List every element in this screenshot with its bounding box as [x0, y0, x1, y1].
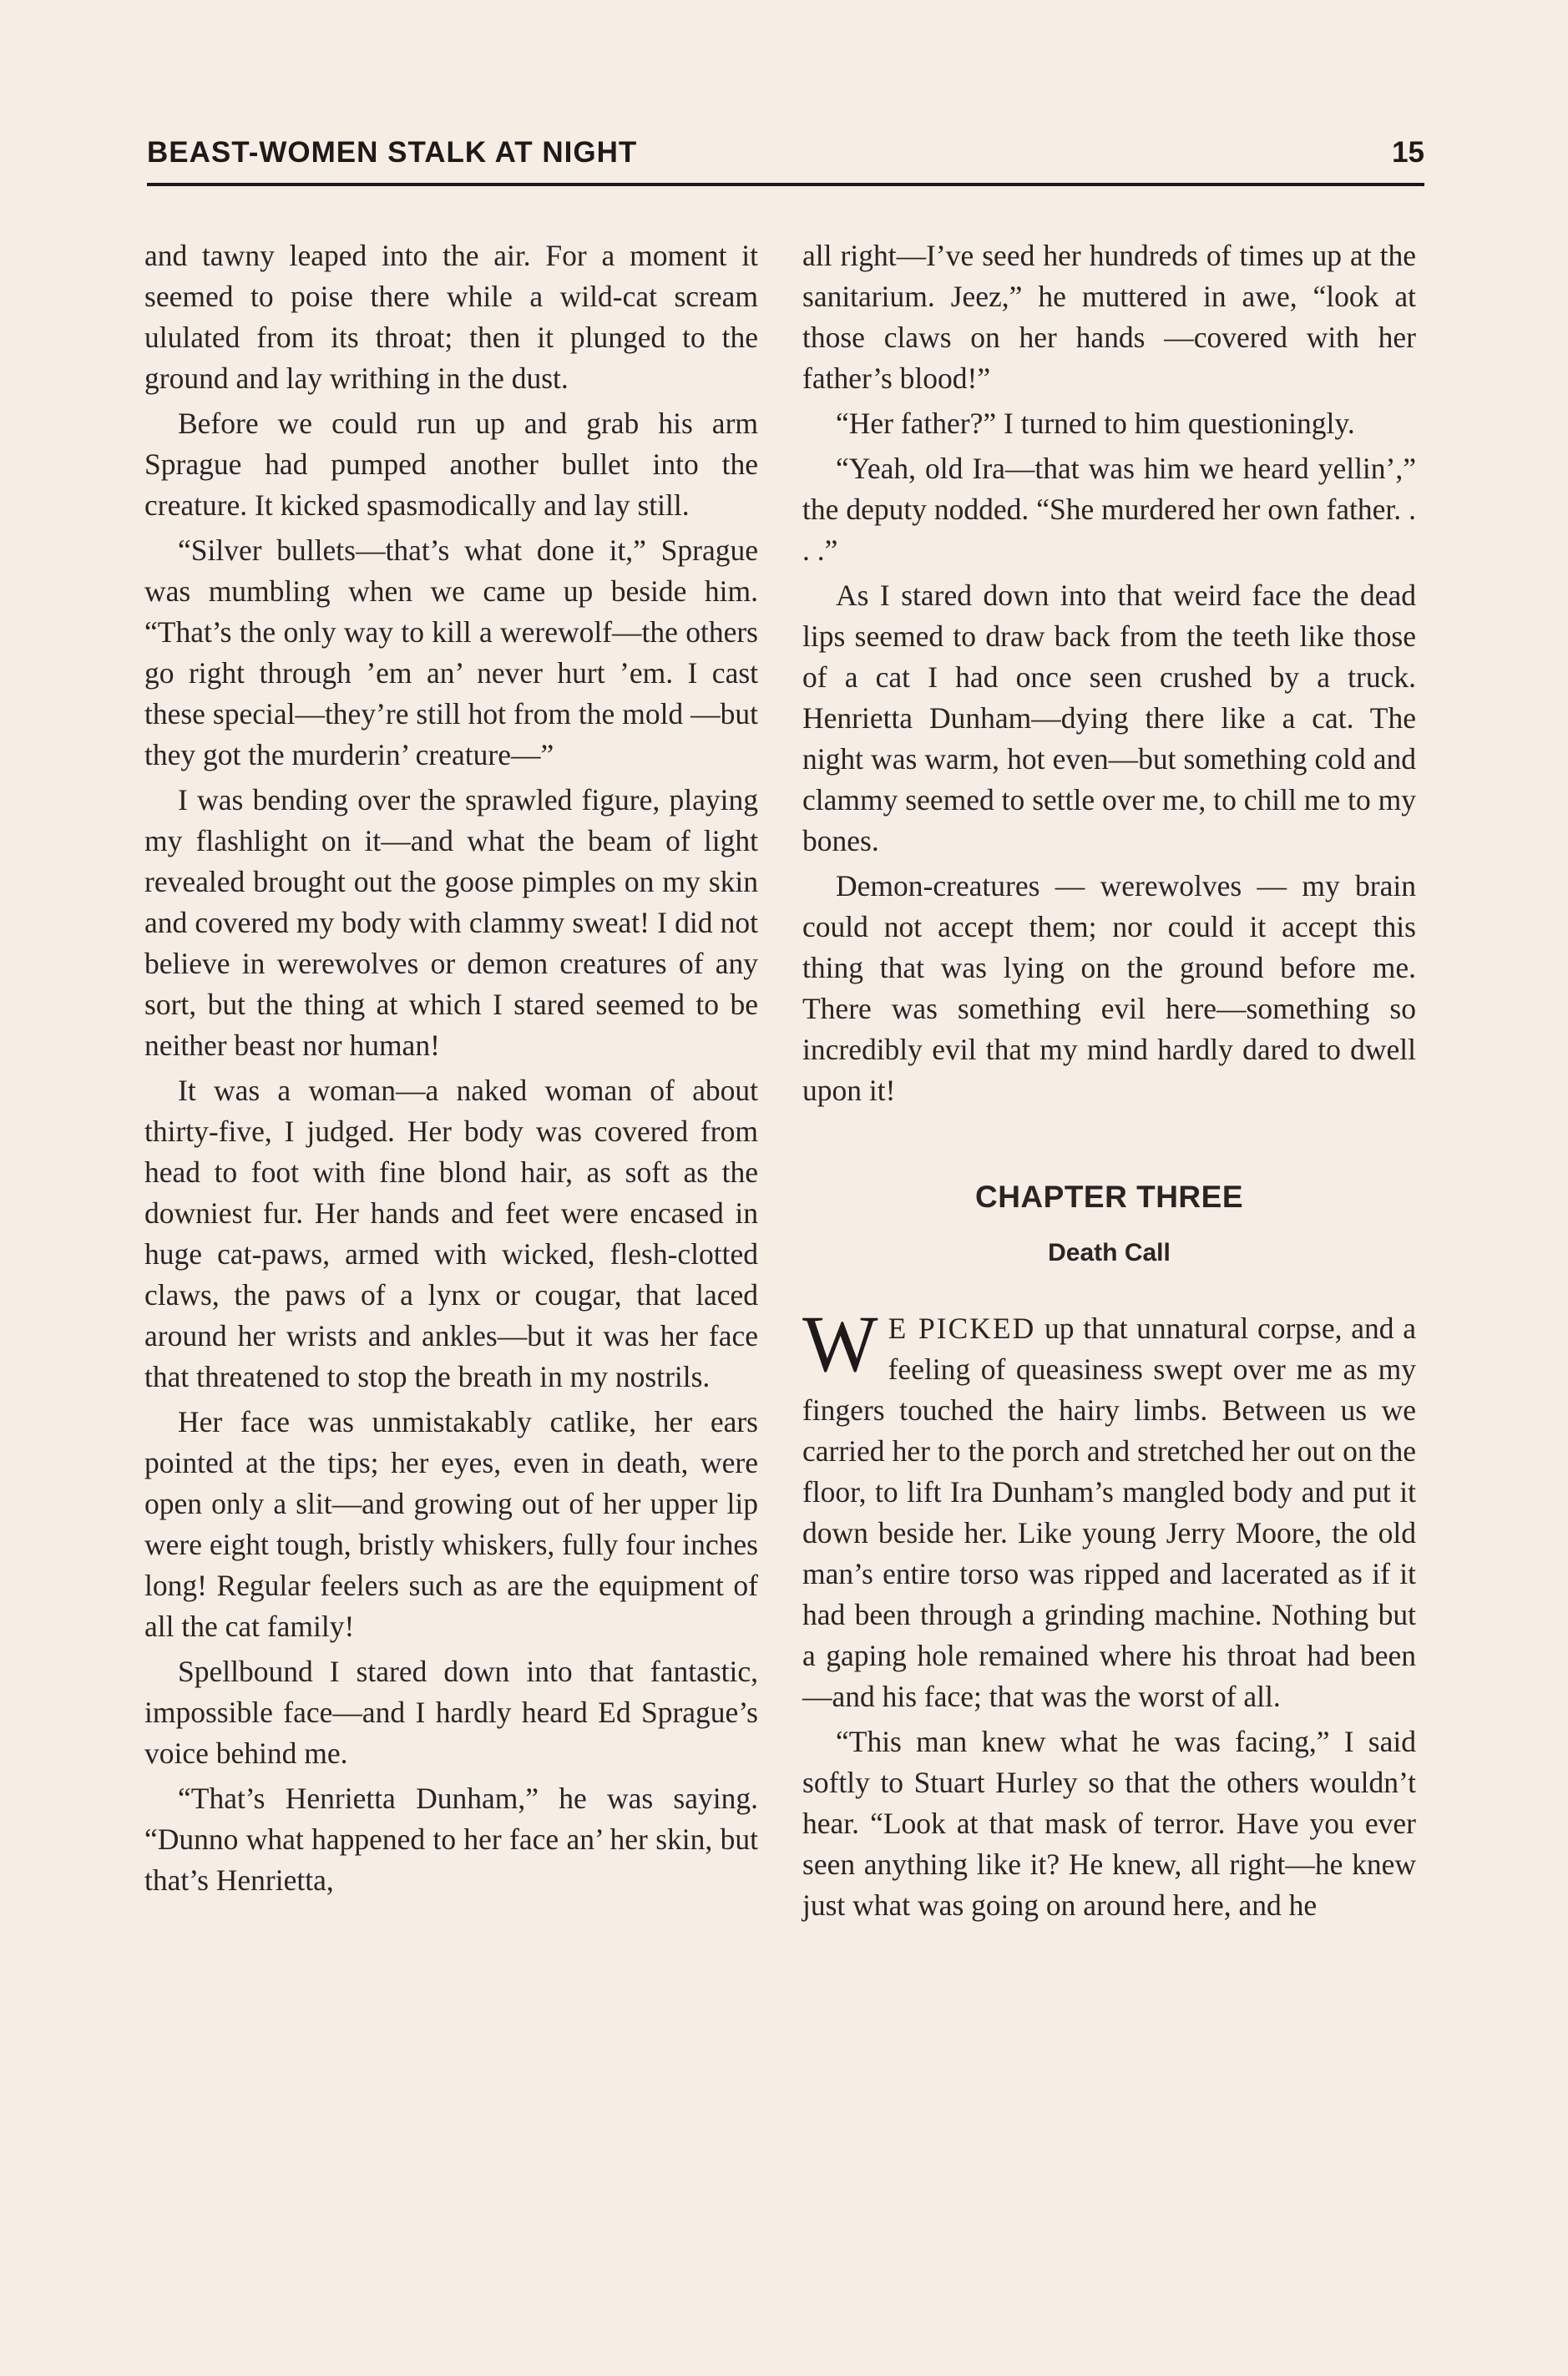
paragraph: Her face was unmistakably catlike, her ears pointed at the tips; her eyes, even in death, were open only a slit—and growing out of her upper lip were eight tough, bristly whiskers, fully four inches long! Regular feelers such as are the equipment of all the cat family!	[144, 1405, 758, 1643]
page-number: 15	[1392, 136, 1424, 169]
running-head	[147, 136, 1424, 186]
paragraph: It was a woman—a naked woman of about thirty-five, I judged. Her body was covered from head to foot with fine blond hair, as soft as the downiest fur. Her hands and feet were encased in huge cat-paws, armed with wicked, flesh-clotted claws, the paws of a lynx or cougar, that laced around her wrists and ankles—but it was her face that threatened to stop the breath in my nostrils.	[144, 1074, 758, 1393]
paragraph: “This man knew what he was facing,” I said softly to Stuart Hurley so that the others wouldn’t hear. “Look at that mask of terror. Have you ever seen anything like it? He knew, all right—he knew just what was going on around here, and he	[802, 1725, 1416, 1922]
chapter-subtitle: Death Call	[1048, 1239, 1171, 1266]
paragraph: Spellbound I stared down into that fantastic, impossible face—and I hardly heard Ed Sprague’s voice behind me.	[144, 1655, 758, 1770]
paragraph: and tawny leaped into the air. For a moment it seemed to poise there while a wild-cat scream ululated from its throat; then it plunged to the ground and lay writhing in the dust.	[144, 239, 758, 395]
right-column	[802, 235, 1416, 1930]
drop-cap: W	[802, 1299, 878, 1388]
paragraph: all right—I’ve seed her hundreds of times up at the sanitarium. Jeez,” he muttered in awe, “look at those claws on her hands —covered with her father’s blood!”	[802, 239, 1416, 395]
paragraph: As I stared down into that weird face the dead lips seemed to draw back from the teeth like those of a cat I had once seen crushed by a truck. Henrietta Dunham—dying there like a cat. The night was warm, hot even—but something cold and clammy seemed to settle over me, to chill me to my bones.	[802, 579, 1416, 857]
paragraph: “Her father?” I turned to him questioningly.	[836, 407, 1355, 440]
paragraph: “Yeah, old Ira—that was him we heard yellin’,” the deputy nodded. “She murdered her own father. . . .”	[802, 452, 1416, 567]
running-title: BEAST-WOMEN STALK AT NIGHT	[147, 136, 638, 169]
chapter-opening-paragraph	[802, 1299, 1416, 1717]
opening-smallcaps: E PICKED	[888, 1312, 1036, 1345]
paragraph: I was bending over the sprawled figure, playing my flashlight on it—and what the beam of light revealed brought out the goose pimples on my skin and covered my body with clammy sweat! I did not believe in werewolves or demon creatures of any sort, but the thing at which I stared seemed to be neither beast nor human!	[144, 783, 758, 1062]
chapter-title: CHAPTER THREE	[974, 1180, 1244, 1214]
paragraph: “That’s Henrietta Dunham,” he was saying. “Dunno what happened to her face an’ her skin, but that’s Henrietta,	[144, 1782, 758, 1897]
paragraph: Before we could run up and grab his arm Sprague had pumped another bullet into the creature. It kicked spasmodically and lay still.	[144, 407, 758, 522]
paragraph: “Silver bullets—that’s what done it,” Sprague was mumbling when we came up beside him. “That’s the only way to kill a werewolf—the others go right through ’em an’ never hurt ’em. I cast these special—they’re still hot from the mold —but they got the murderin’ creature—”	[144, 533, 758, 771]
header-rule	[147, 183, 1424, 186]
opening-text: up that unnatural corpse, and a feeling of queasiness swept over me as my fingers touched the hairy limbs. Between us we carried her to the porch and stretched her out on the floor, to lift Ira Dunham’s mangled body and put it down beside her. Like young Jerry Moore, the old man’s entire torso was ripped and lacerated as if it had been through a grinding machine. Nothing but a gaping hole remained where his throat had been—and his face; that was the worst of all.	[802, 1312, 1416, 1713]
paragraph: Demon-creatures — werewolves — my brain could not accept them; nor could it accept this thing that was lying on the ground before me. There was something evil here—something so incredibly evil that my mind hardly dared to dwell upon it!	[802, 869, 1416, 1107]
left-column	[144, 235, 758, 1905]
